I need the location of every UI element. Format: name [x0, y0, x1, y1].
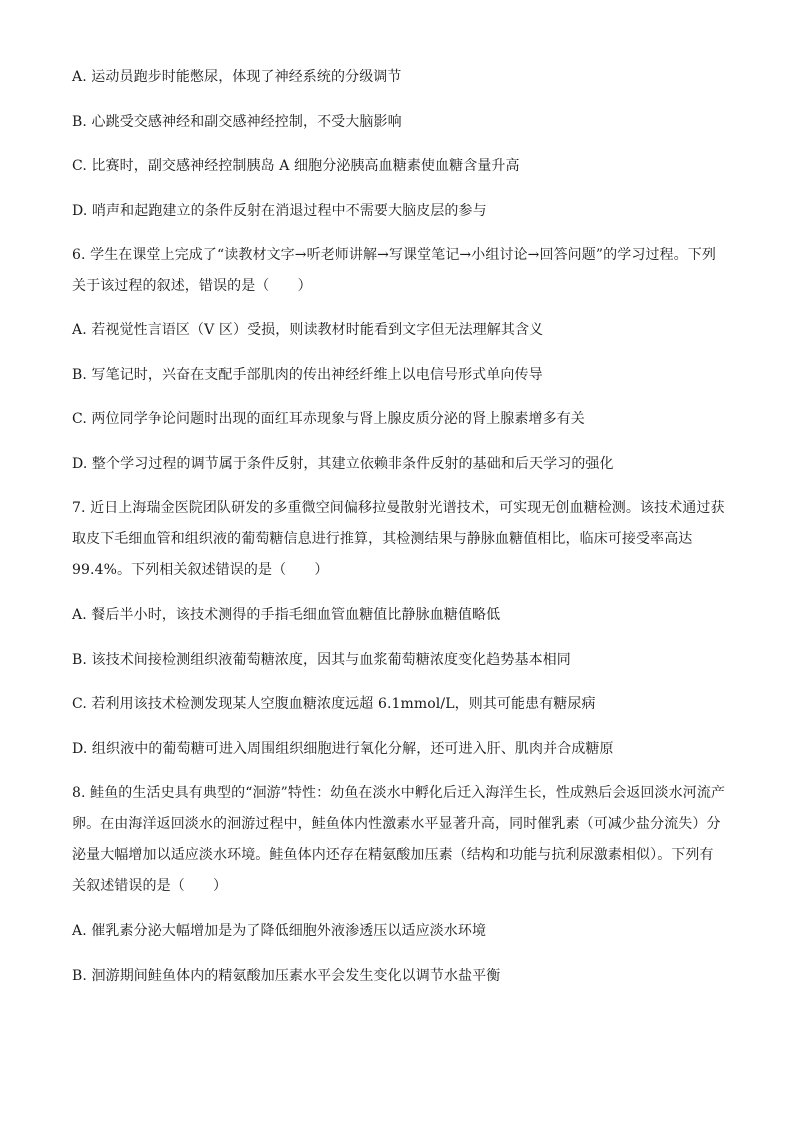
- q5-option-c: C. 比赛时，副交感神经控制胰岛 A 细胞分泌胰高血糖素使血糖含量升高: [72, 158, 520, 174]
- q8-option-a: A. 催乳素分泌大幅增加是为了降低细胞外液渗透压以适应淡水环境: [72, 923, 487, 939]
- q7-option-d: D. 组织液中的葡萄糖可进入周围组织细胞进行氧化分解，还可进入肝、肌肉并合成糖原: [72, 741, 614, 757]
- q8-option-b: B. 洄游期间鲑鱼体内的精氨酸加压素水平会发生变化以调节水盐平衡: [72, 968, 501, 984]
- q6-stem-line-2: 关于该过程的叙述，错误的是（ ）: [72, 278, 312, 294]
- q8-stem-line-1: 8. 鲑鱼的生活史具有典型的“洄游”特性：幼鱼在淡水中孵化后迁入海洋生长，性成熟后会返回淡水河流产: [72, 785, 726, 801]
- q6-option-a: A. 若视觉性言语区（V 区）受损，则读教材时能看到文字但无法理解其含义: [72, 322, 544, 338]
- q6-option-d: D. 整个学习过程的调节属于条件反射，其建立依赖非条件反射的基础和后天学习的强化: [72, 456, 614, 472]
- q7-option-b: B. 该技术间接检测组织液葡萄糖浓度，因其与血浆葡萄糖浓度变化趋势基本相同: [72, 652, 571, 668]
- q6-stem-line-1: 6. 学生在课堂上完成了“读教材文字→听老师讲解→写课堂笔记→小组讨论→回答问题”的学习过程。下列: [72, 247, 716, 263]
- q7-stem-line-1: 7. 近日上海瑞金医院团队研发的多重微空间偏移拉曼散射光谱技术，可实现无创血糖检测。该技术通过获: [72, 500, 725, 516]
- q7-stem-line-2: 取皮下毛细血管和组织液的葡萄糖信息进行推算，其检测结果与静脉血糖值相比，临床可接受率高达: [72, 531, 693, 547]
- q5-option-d: D. 哨声和起跑建立的条件反射在消退过程中不需要大脑皮层的参与: [72, 203, 487, 219]
- q8-stem-line-4: 关叙述错误的是（ ）: [72, 878, 228, 894]
- q7-stem-line-3: 99.4%。下列相关叙述错误的是（ ）: [72, 562, 329, 578]
- q7-option-a: A. 餐后半小时，该技术测得的手指毛细血管血糖值比静脉血糖值略低: [72, 607, 501, 623]
- q5-option-a: A. 运动员跑步时能憋尿，体现了神经系统的分级调节: [72, 69, 402, 85]
- q5-option-b: B. 心跳受交感神经和副交感神经控制，不受大脑影响: [72, 114, 402, 130]
- q8-stem-line-3: 泌量大幅增加以适应淡水环境。鲑鱼体内还存在精氨酸加压素（结构和功能与抗利尿激素相似）。下列有: [72, 847, 714, 863]
- q8-stem-line-2: 卵。在由海洋返回淡水的洄游过程中，鲑鱼体内性激素水平显著升高，同时催乳素（可减少盐分流失）分: [72, 816, 721, 832]
- q6-option-b: B. 写笔记时，兴奋在支配手部肌肉的传出神经纤维上以电信号形式单向传导: [72, 367, 543, 383]
- q6-option-c: C. 两位同学争论问题时出现的面红耳赤现象与肾上腺皮质分泌的肾上腺素增多有关: [72, 411, 585, 427]
- q7-option-c: C. 若利用该技术检测发现某人空腹血糖浓度远超 6.1mmol/L，则其可能患有糖尿病: [72, 696, 596, 712]
